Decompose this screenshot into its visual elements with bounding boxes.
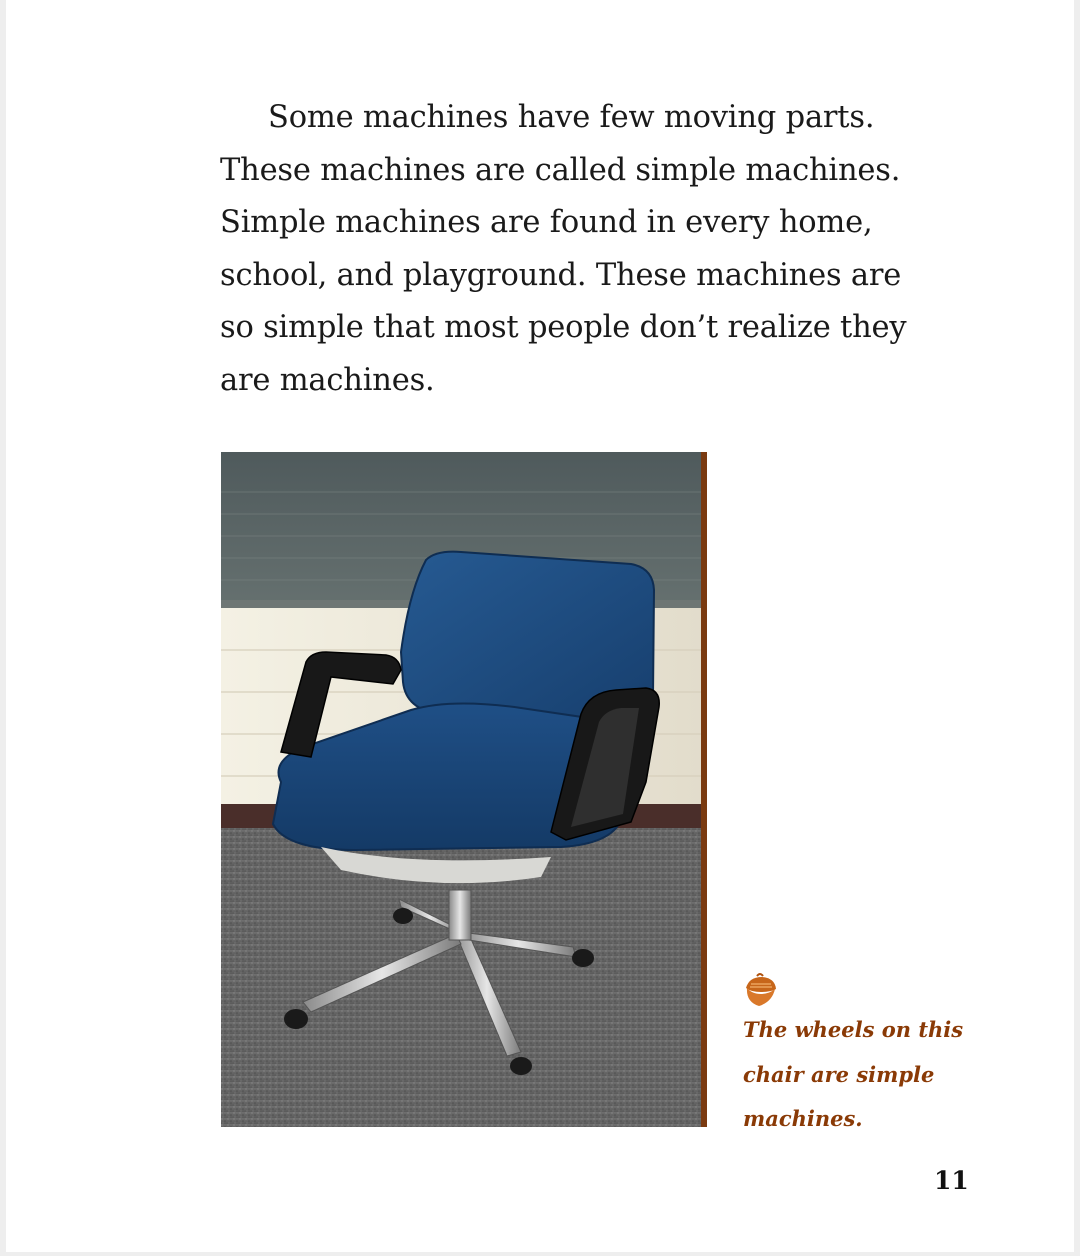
office-chair-photo bbox=[221, 452, 707, 1127]
caption-line: chair are simple bbox=[743, 1061, 935, 1087]
caption-line: The wheels on this bbox=[743, 1017, 964, 1042]
acorn-icon bbox=[741, 972, 779, 1008]
caption-line: machines. bbox=[743, 1106, 863, 1131]
body-line: These machines are called simple machines. bbox=[220, 152, 901, 188]
body-paragraph bbox=[220, 92, 940, 407]
photo-caption bbox=[743, 1008, 1003, 1142]
body-line: Simple machines are found in every home, bbox=[220, 205, 873, 240]
page-number: 11 bbox=[934, 1166, 969, 1195]
body-line: so simple that most people don’t realize they bbox=[220, 310, 907, 345]
body-line: school, and playground. These machines are bbox=[220, 257, 902, 293]
body-line: Some machines have few moving parts. bbox=[268, 100, 875, 135]
body-line: are machines. bbox=[220, 362, 435, 398]
book-page bbox=[6, 0, 1074, 1252]
